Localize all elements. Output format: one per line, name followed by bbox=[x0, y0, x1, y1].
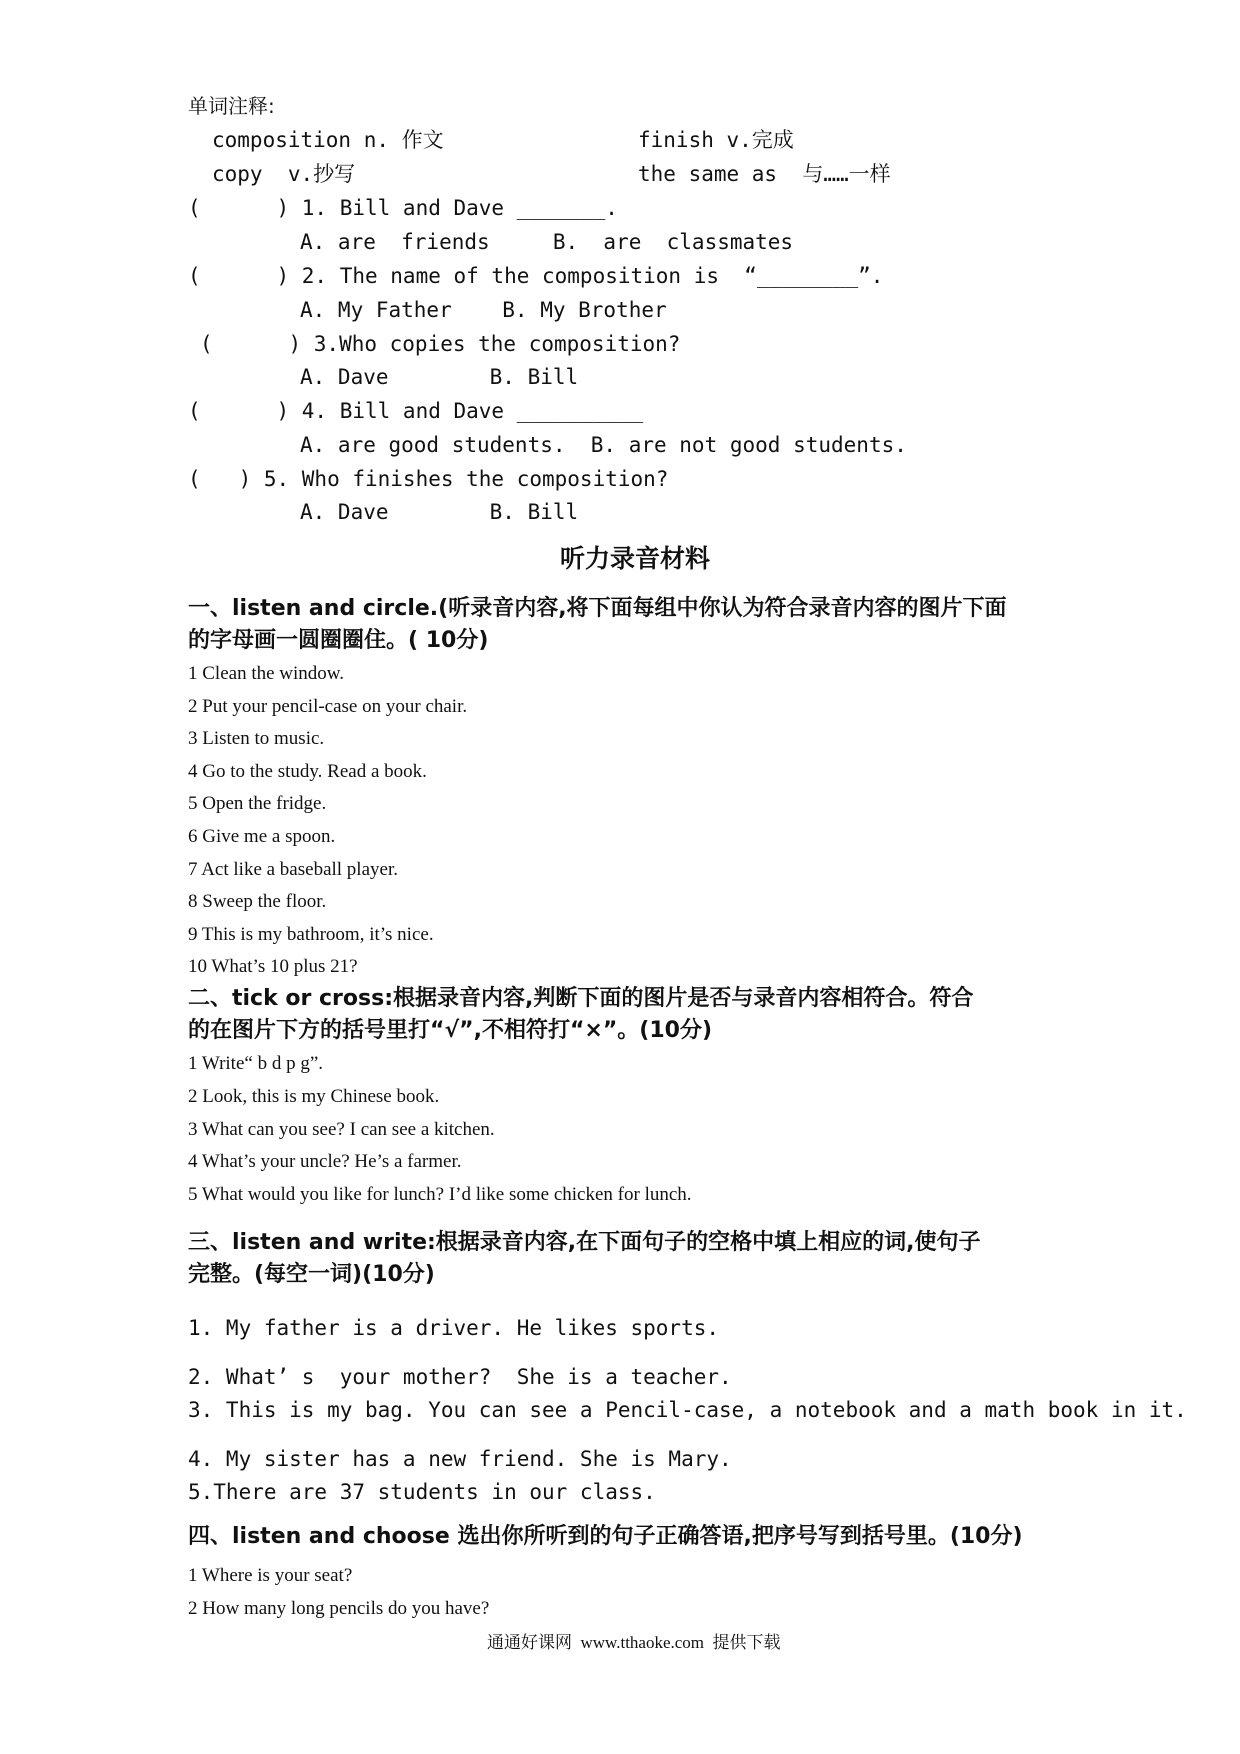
section-3-heading-line-1: 三、listen and write:根据录音内容,在下面句子的空格中填上相应的词,使句子 bbox=[188, 1230, 981, 1255]
notes-heading: 单词注释: bbox=[188, 94, 275, 118]
footer-credit: 通通好课网 www.tthaoke.com 提供下载 bbox=[487, 1633, 781, 1652]
question-3-stem: ( ) 3.Who copies the composition? bbox=[200, 332, 681, 356]
question-1-options: A. are friends B. are classmates bbox=[300, 230, 794, 254]
question-2-stem: ( ) 2. The name of the composition is “________”. bbox=[188, 264, 884, 288]
question-5-options: A. Dave B. Bill bbox=[300, 500, 579, 524]
section-3-item: 3. This is my bag. You can see a Pencil-case, a notebook and a math book in it. bbox=[188, 1398, 1187, 1422]
section-4-item: 1 Where is your seat? bbox=[188, 1565, 353, 1586]
section-3-item: 5.There are 37 students in our class. bbox=[188, 1480, 656, 1504]
section-2-item: 5 What would you like for lunch? I’d like some chicken for lunch. bbox=[188, 1184, 692, 1205]
section-1-item: 5 Open the fridge. bbox=[188, 793, 327, 814]
section-2-item: 1 Write“ b d p g”. bbox=[188, 1053, 324, 1074]
section-1-item: 10 What’s 10 plus 21? bbox=[188, 956, 358, 977]
page-title: 听力录音材料 bbox=[560, 544, 711, 573]
section-4-heading-line-1: 四、listen and choose 选出你所听到的句子正确答语,把序号写到括号里。(10分) bbox=[188, 1524, 1023, 1549]
section-2-item: 2 Look, this is my Chinese book. bbox=[188, 1086, 440, 1107]
section-1-item: 9 This is my bathroom, it’s nice. bbox=[188, 924, 434, 945]
section-3-item: 4. My sister has a new friend. She is Mary. bbox=[188, 1447, 732, 1471]
section-1-item: 3 Listen to music. bbox=[188, 728, 325, 749]
section-3-heading-line-2: 完整。(每空一词)(10分) bbox=[188, 1262, 435, 1287]
section-1-item: 6 Give me a spoon. bbox=[188, 826, 336, 847]
section-1-heading-line-2: 的字母画一圆圈圈住。( 10分) bbox=[188, 628, 489, 653]
question-4-stem: ( ) 4. Bill and Dave __________ bbox=[188, 399, 644, 423]
section-3-item: 1. My father is a driver. He likes sports. bbox=[188, 1316, 720, 1340]
section-2-heading-line-1: 二、tick or cross:根据录音内容,判断下面的图片是否与录音内容相符合。符合 bbox=[188, 986, 974, 1011]
section-1-item: 7 Act like a baseball player. bbox=[188, 859, 398, 880]
note-copy: copy v.抄写 bbox=[212, 162, 356, 186]
note-finish: finish v.完成 bbox=[638, 128, 794, 152]
section-1-item: 1 Clean the window. bbox=[188, 663, 345, 684]
question-2-options: A. My Father B. My Brother bbox=[300, 298, 667, 322]
section-2-heading-line-2: 的在图片下方的括号里打“√”,不相符打“×”。(10分) bbox=[188, 1018, 713, 1043]
section-1-heading-line-1: 一、listen and circle.(听录音内容,将下面每组中你认为符合录音内容的图片下面 bbox=[188, 596, 1007, 621]
question-3-options: A. Dave B. Bill bbox=[300, 365, 579, 389]
question-5-stem: ( ) 5. Who finishes the composition? bbox=[188, 467, 669, 491]
question-1-stem: ( ) 1. Bill and Dave _______. bbox=[188, 196, 618, 220]
section-1-item: 2 Put your pencil-case on your chair. bbox=[188, 696, 468, 717]
note-composition: composition n. 作文 bbox=[212, 128, 444, 152]
section-3-item: 2. What’ s your mother? She is a teacher. bbox=[188, 1365, 732, 1389]
section-4-item: 2 How many long pencils do you have? bbox=[188, 1598, 490, 1619]
question-4-options: A. are good students. B. are not good students. bbox=[300, 433, 907, 457]
section-1-item: 8 Sweep the floor. bbox=[188, 891, 327, 912]
section-2-item: 4 What’s your uncle? He’s a farmer. bbox=[188, 1151, 462, 1172]
note-same-as: the same as 与……一样 bbox=[638, 162, 891, 186]
section-1-item: 4 Go to the study. Read a book. bbox=[188, 761, 427, 782]
section-2-item: 3 What can you see? I can see a kitchen. bbox=[188, 1119, 495, 1140]
